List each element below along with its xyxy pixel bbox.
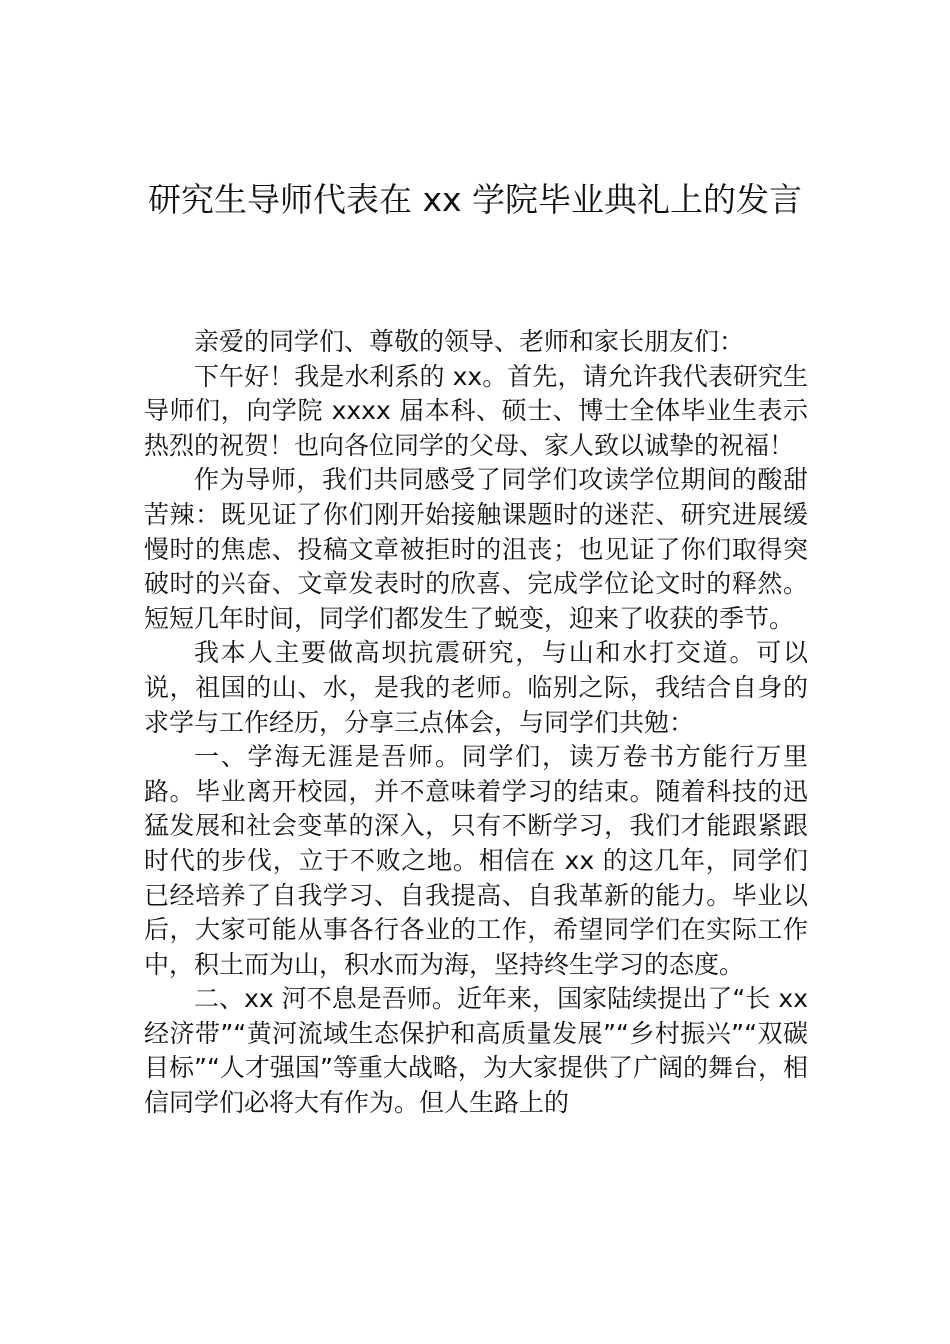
- paragraph-point-two: 二、xx 河不息是吾师。近年来，国家陆续提出了“长 xx 经济带”“黄河流域生态保护和高质量发展”“乡村振兴”“双碳目标”“人才强国”等重大战略，为大家提供了广阔的舞台，相信同学们必将大有作为。但人生路上的: [144, 984, 808, 1118]
- paragraph-greeting: 亲爱的同学们、尊敬的领导、老师和家长朋友们：: [194, 327, 745, 356]
- document-body: [144, 325, 808, 1121]
- paragraph-point-one: 一、学海无涯是吾师。同学们，读万卷书方能行万里路。毕业离开校园，并不意味着学习的结束。随着科技的迅猛发展和社会变革的深入，只有不断学习，我们才能跟紧跟时代的步伐，立于不败之地。相信在 xx 的这几年，同学们已经培养了自我学习、自我提高、自我革新的能力。毕业以后，大家可能从事各行各业的工作，希望同学们在实际工作中，积土而为山，积水而为海，坚持终生学习的态度。: [144, 742, 808, 979]
- paragraph-introduction: 下午好！我是水利系的 xx。首先，请允许我代表研究生导师们，向学院 xxxx 届本科、硕士、博士全体毕业生表示热烈的祝贺！也向各位同学的父母、家人致以诚挚的祝福！: [144, 361, 808, 460]
- document-title: 研究生导师代表在 xx 学院毕业典礼上的发言: [147, 180, 803, 219]
- paragraph-research-background: 我本人主要做高坝抗震研究，与山和水打交道。可以说，祖国的山、水，是我的老师。临别之际，我结合自身的求学与工作经历，分享三点体会，与同学们共勉：: [144, 638, 808, 737]
- paragraph-reflection: 作为导师，我们共同感受了同学们攻读学位期间的酸甜苦辣：既见证了你们刚开始接触课题时的迷茫、研究进展缓慢时的焦虑、投稿文章被拒时的沮丧；也见证了你们取得突破时的兴奋、文章发表时的欣喜、完成学位论文时的释然。短短几年时间，同学们都发生了蜕变，迎来了收获的季节。: [144, 465, 808, 633]
